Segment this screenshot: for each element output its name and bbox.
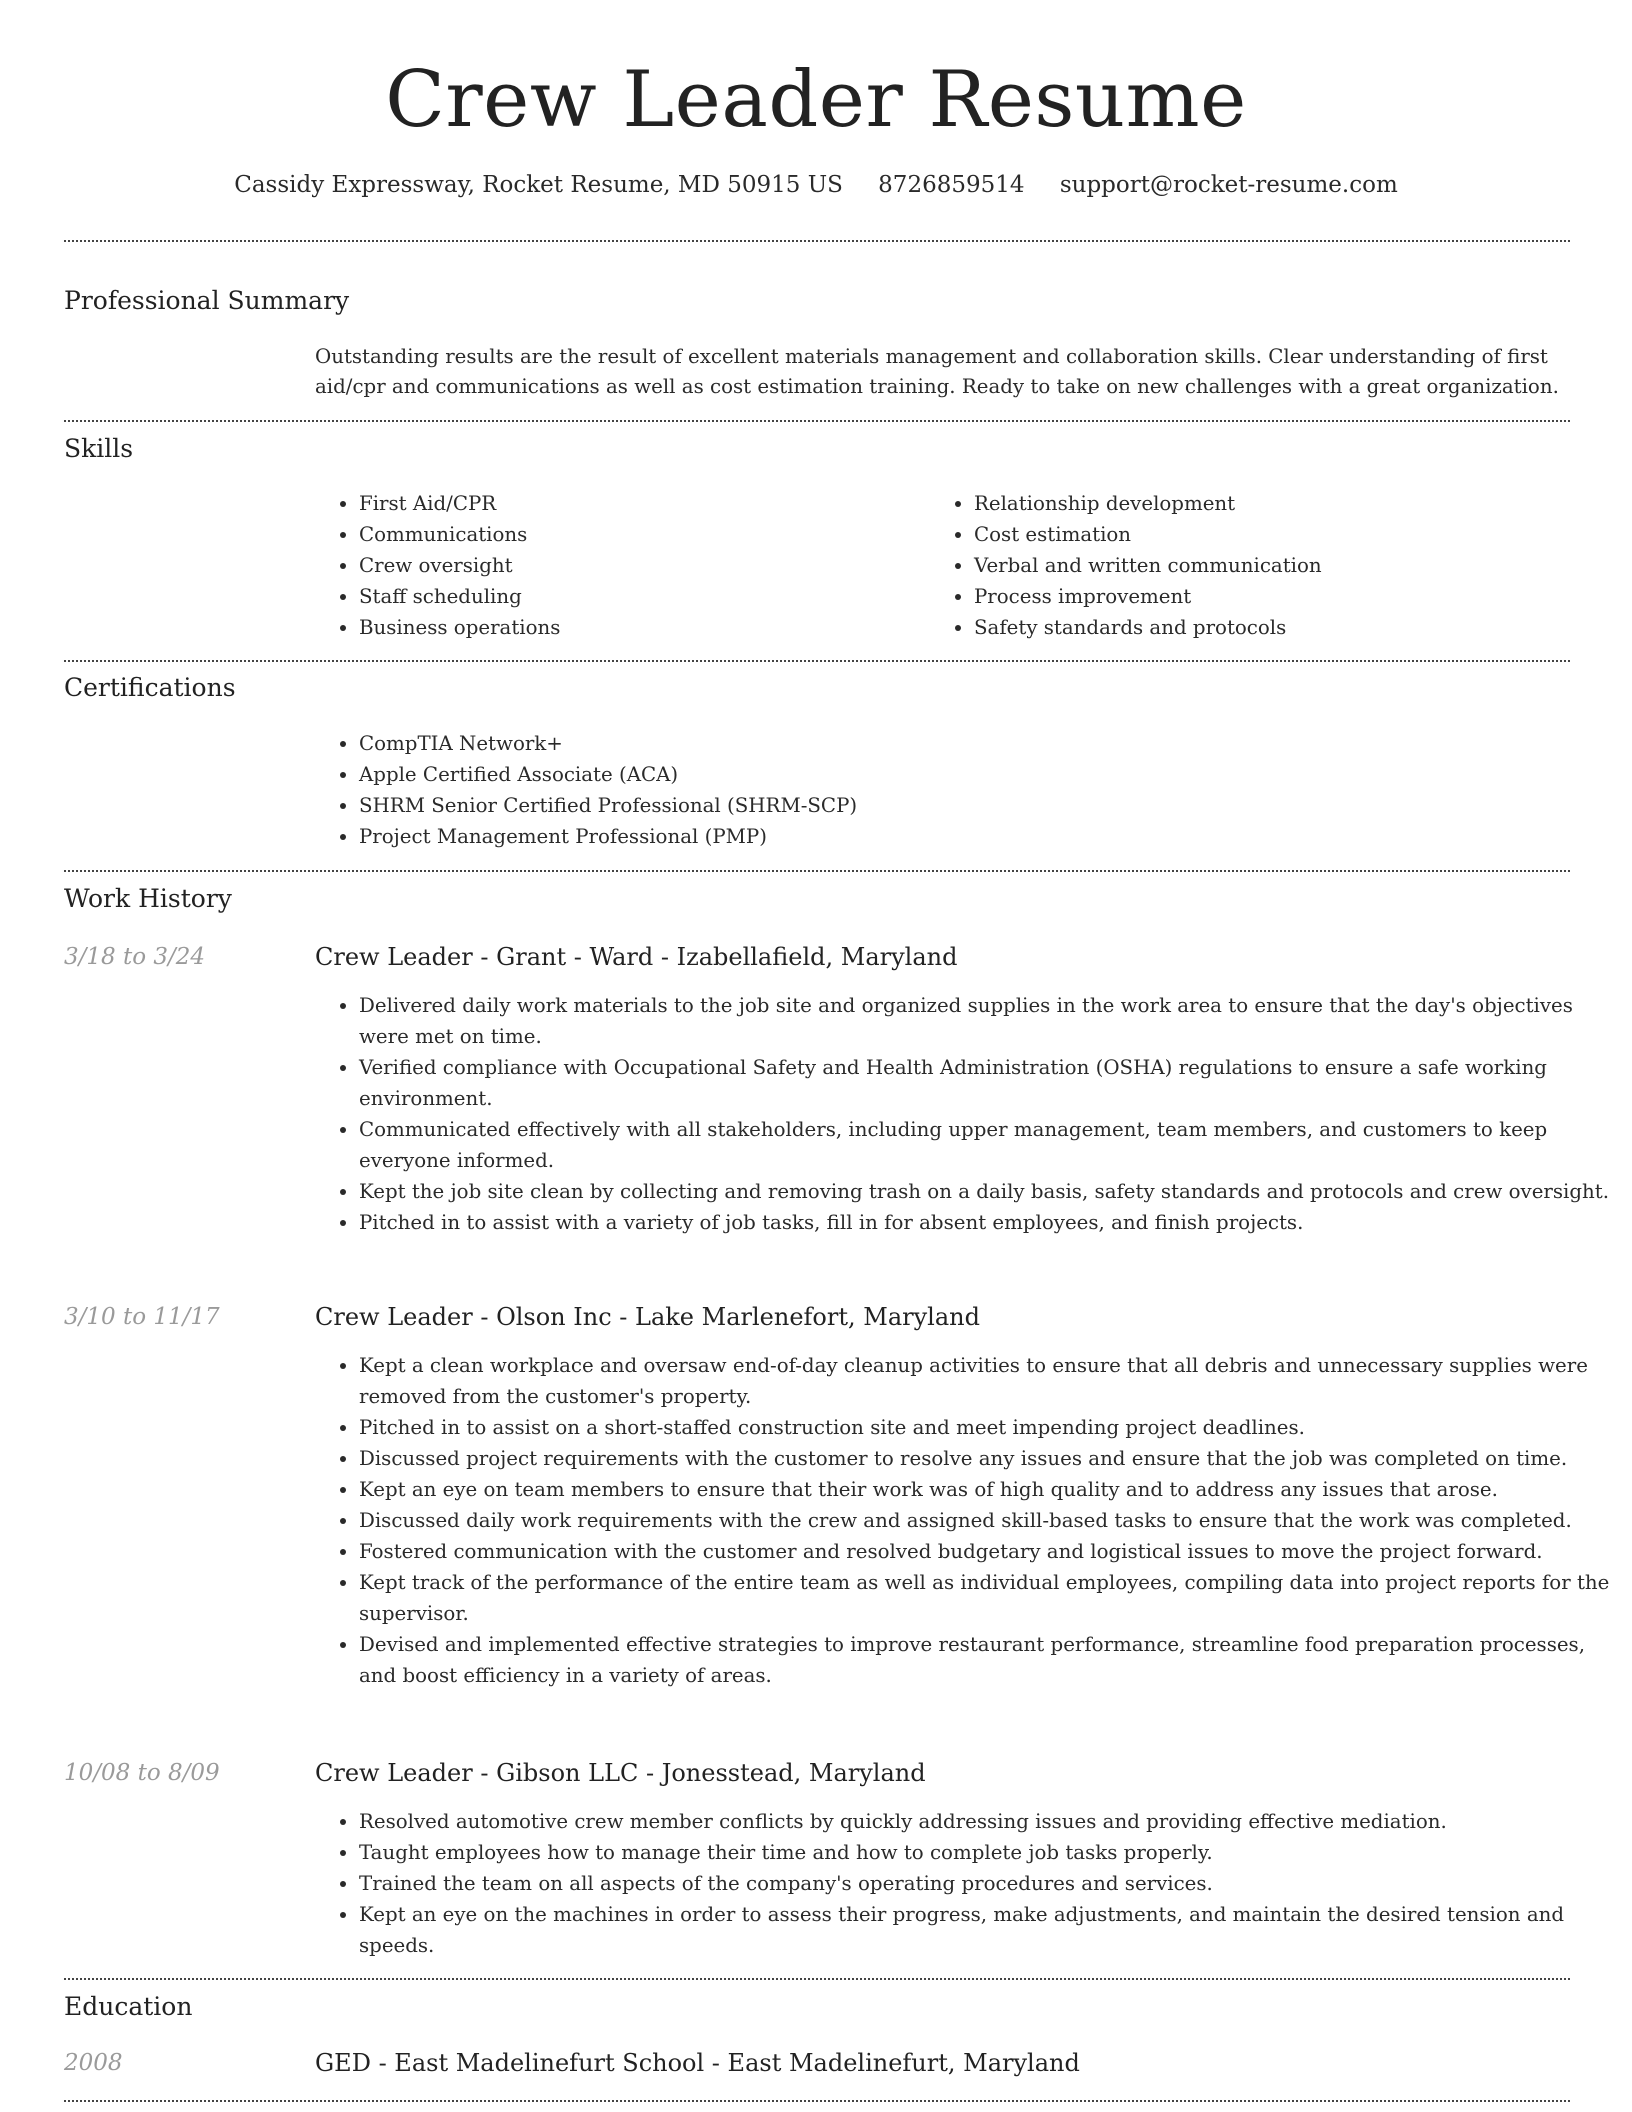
job-bullet: • Pitched in to assist on a short-staffed construction site and meet impending project deadlines. (359, 1412, 1617, 1443)
divider (64, 240, 1570, 242)
job-bullet: • Delivered daily work materials to the job site and organized supplies in the work area to ensure that the day's objectives were met on time. (359, 990, 1617, 1052)
job-bullet: • Resolved automotive crew member conflicts by quickly addressing issues and providing effective mediation. (359, 1806, 1617, 1837)
skills-list-left (315, 488, 919, 643)
skill-item: • Verbal and written communication (974, 550, 1614, 581)
skill-item: • Business operations (359, 612, 919, 643)
job-bullet: • Taught employees how to manage their time and how to complete job tasks properly. (359, 1837, 1617, 1868)
job-bullets (315, 1806, 1617, 1961)
contact-address: Cassidy Expressway, Rocket Resume, MD 50915 US (234, 172, 843, 198)
job-bullets (315, 990, 1617, 1238)
divider (64, 870, 1570, 872)
job-bullet: • Discussed daily work requirements with the crew and assigned skill-based tasks to ensure that the work was completed. (359, 1505, 1617, 1536)
certifications-list (315, 728, 1617, 852)
skill-item: • Staff scheduling (359, 581, 919, 612)
job-bullet: • Kept an eye on the machines in order to assess their progress, make adjustments, and maintain the desired tension and speeds. (359, 1899, 1617, 1961)
job-bullet: • Kept the job site clean by collecting and removing trash on a daily basis, safety standards and protocols and crew oversight. (359, 1176, 1617, 1207)
section-title-certifications: Certifications (64, 673, 236, 702)
skill-item: • Cost estimation (974, 519, 1614, 550)
job-bullet: • Discussed project requirements with the customer to resolve any issues and ensure that the job was completed on time. (359, 1443, 1617, 1474)
skills-list-right (930, 488, 1614, 643)
job-bullet: • Devised and implemented effective strategies to improve restaurant performance, streamline food preparation processes, and boost efficiency in a variety of areas. (359, 1629, 1617, 1691)
skill-item: • Safety standards and protocols (974, 612, 1614, 643)
contact-email: support@rocket-resume.com (1059, 172, 1398, 198)
certification-item: • Project Management Professional (PMP) (359, 821, 1617, 852)
section-title-work-history: Work History (64, 884, 232, 913)
section-title-skills: Skills (64, 434, 134, 463)
contact-line (0, 168, 1632, 202)
job-bullet: • Trained the team on all aspects of the company's operating procedures and services. (359, 1868, 1617, 1899)
certification-item: • SHRM Senior Certified Professional (SHRM-SCP) (359, 790, 1617, 821)
job-title: Crew Leader - Grant - Ward - Izabellafield, Maryland (315, 943, 958, 971)
section-title-education: Education (64, 1992, 193, 2021)
divider (64, 2100, 1570, 2102)
page-title: Crew Leader Resume (385, 55, 1247, 145)
job-date: 3/18 to 3/24 (64, 944, 206, 970)
divider (64, 660, 1570, 662)
divider (64, 1978, 1570, 1980)
job-bullet: • Pitched in to assist with a variety of job tasks, fill in for absent employees, and finish projects. (359, 1207, 1617, 1238)
contact-phone: 8726859514 (878, 172, 1025, 198)
job-title: Crew Leader - Gibson LLC - Jonesstead, Maryland (315, 1759, 926, 1787)
summary-text: Outstanding results are the result of excellent materials management and collaboration skills. Clear understanding of first aid/cpr and communications as well as cost estimation training. Ready to take on new challenges with a great organization. (315, 345, 1559, 398)
job-bullet: • Verified compliance with Occupational Safety and Health Administration (OSHA) regulations to ensure a safe working environment. (359, 1052, 1617, 1114)
education-degree: GED - East Madelinefurt School - East Madelinefurt, Maryland (315, 2049, 1080, 2077)
job-date: 10/08 to 8/09 (64, 1760, 220, 1786)
job-date: 3/10 to 11/17 (64, 1304, 220, 1330)
job-bullet: • Kept a clean workplace and oversaw end-of-day cleanup activities to ensure that all debris and unnecessary supplies were removed from the customer's property. (359, 1350, 1617, 1412)
job-title: Crew Leader - Olson Inc - Lake Marlenefort, Maryland (315, 1303, 980, 1331)
certification-item: • CompTIA Network+ (359, 728, 1617, 759)
job-bullet: • Kept track of the performance of the entire team as well as individual employees, compiling data into project reports for the supervisor. (359, 1567, 1617, 1629)
education-date: 2008 (64, 2050, 123, 2076)
job-bullet: • Communicated effectively with all stakeholders, including upper management, team members, and customers to keep everyone informed. (359, 1114, 1617, 1176)
skill-item: • Relationship development (974, 488, 1614, 519)
skill-item: • Process improvement (974, 581, 1614, 612)
skill-item: • Crew oversight (359, 550, 919, 581)
section-title-summary: Professional Summary (64, 286, 350, 315)
certification-item: • Apple Certified Associate (ACA) (359, 759, 1617, 790)
job-bullet: • Kept an eye on team members to ensure that their work was of high quality and to address any issues that arose. (359, 1474, 1617, 1505)
skill-item: • First Aid/CPR (359, 488, 919, 519)
skill-item: • Communications (359, 519, 919, 550)
job-bullets (315, 1350, 1617, 1691)
divider (64, 420, 1570, 422)
job-bullet: • Fostered communication with the customer and resolved budgetary and logistical issues to move the project forward. (359, 1536, 1617, 1567)
